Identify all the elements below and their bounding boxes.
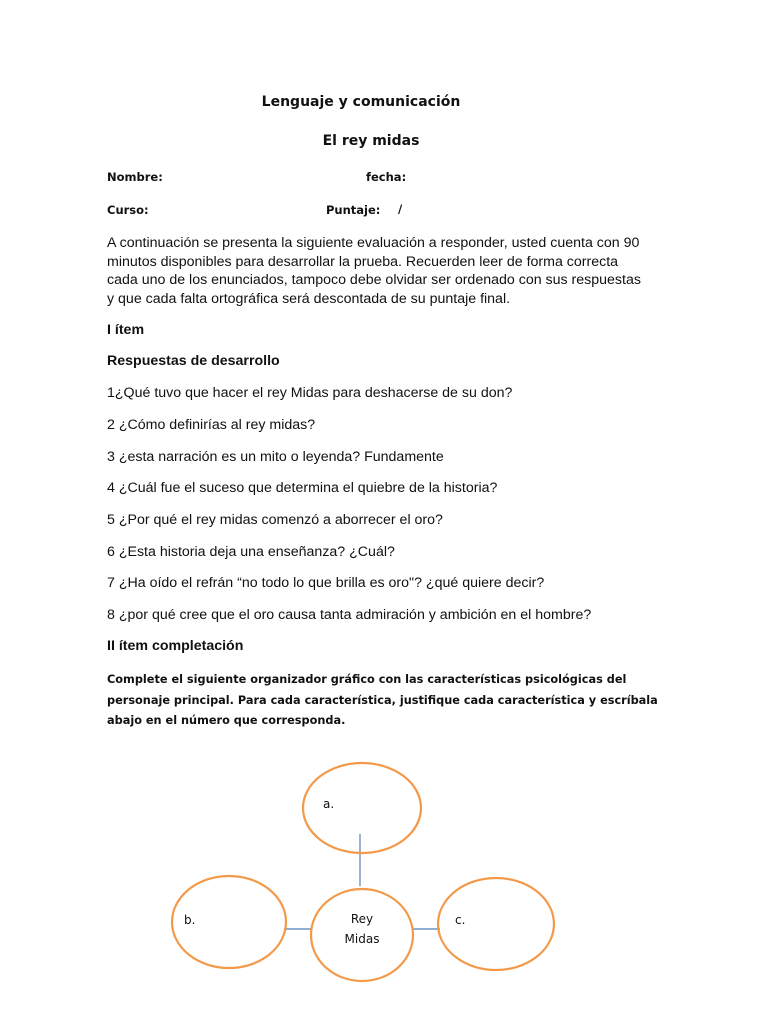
question-8: 8 ¿por qué cree que el oro causa tanta admiración y ambición en el hombre? bbox=[107, 607, 592, 623]
fecha-label: fecha: bbox=[366, 170, 407, 184]
section2-label: II ítem completación bbox=[107, 638, 244, 654]
question-1: 1¿Qué tuvo que hacer el rey Midas para deshacerse de su don? bbox=[107, 385, 513, 401]
question-3: 3 ¿esta narración es un mito o leyenda? Fundamente bbox=[107, 449, 444, 465]
page-title: El rey midas bbox=[322, 133, 420, 149]
curso-label: Curso: bbox=[107, 203, 149, 217]
center-label-midas: Midas bbox=[344, 932, 380, 946]
label-c: c. bbox=[455, 913, 466, 927]
subject-heading: Lenguaje y comunicación bbox=[261, 94, 461, 110]
graphic-organizer bbox=[0, 740, 768, 1024]
label-a: a. bbox=[323, 797, 335, 811]
question-2: 2 ¿Cómo definirías al rey midas? bbox=[107, 417, 316, 433]
question-7: 7 ¿Ha oído el refrán “no todo lo que brilla es oro"? ¿qué quiere decir? bbox=[107, 575, 545, 591]
nombre-label: Nombre: bbox=[107, 170, 163, 184]
section1-subtitle: Respuestas de desarrollo bbox=[107, 353, 280, 369]
label-b: b. bbox=[184, 913, 196, 927]
puntaje-separator: / bbox=[398, 202, 403, 216]
question-5: 5 ¿Por qué el rey midas comenzó a aborrecer el oro? bbox=[107, 512, 443, 528]
puntaje-label: Puntaje: bbox=[326, 203, 381, 217]
center-label-rey: Rey bbox=[350, 912, 374, 926]
section2-instructions: Complete el siguiente organizador gráfico con las características psicológicas del personaje principal. Para cada característica, justifique cada característica y escríbala abajo en el número que corresponda. bbox=[107, 673, 658, 727]
intro-paragraph: A continuación se presenta la siguiente evaluación a responder, usted cuenta con 90 minutos disponibles para desarrollar la prueba. Recuerden leer de forma correcta cada uno de los enunciados, tampoco debe olvidar ser ordenado con sus respuestas y que cada falta ortográfica será descontada de su puntaje final. bbox=[107, 235, 641, 307]
circle-top-a bbox=[303, 763, 421, 853]
question-4: 4 ¿Cuál fue el suceso que determina el quiebre de la historia? bbox=[107, 480, 498, 496]
question-6: 6 ¿Esta historia deja una enseñanza? ¿Cuál? bbox=[107, 544, 395, 560]
section1-label: I ítem bbox=[107, 322, 145, 338]
